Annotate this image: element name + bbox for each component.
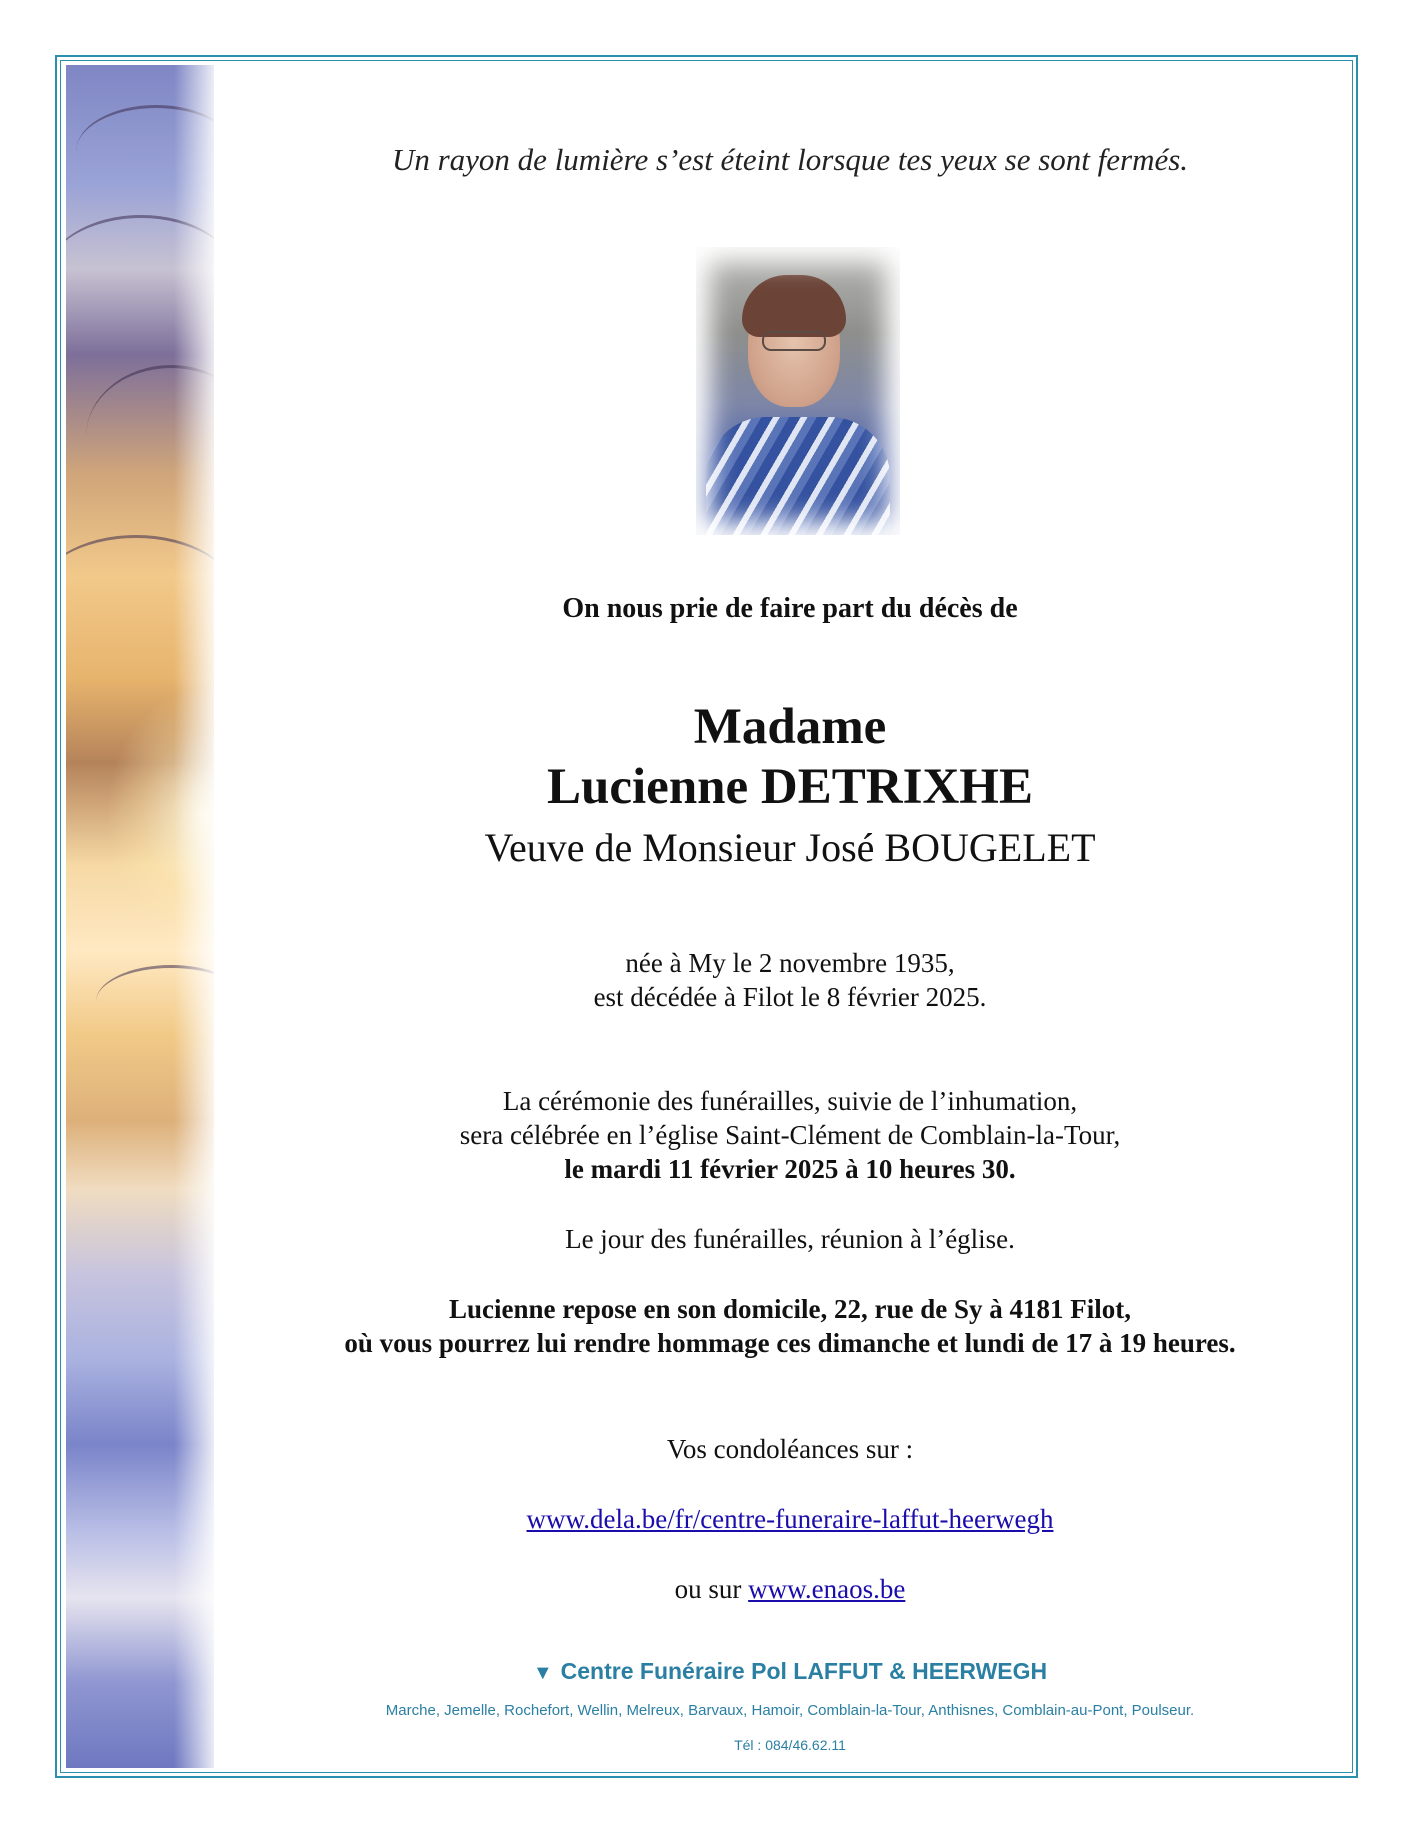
funeral-home-towns: Marche, Jemelle, Rochefort, Wellin, Melreux, Barvaux, Hamoir, Comblain-la-Tour, Anthisnes, Comblain-au-Pont, Poulseur.: [385, 1702, 1195, 1719]
meeting-line: Le jour des funérailles, réunion à l’église.: [565, 1224, 1015, 1254]
funeral-home-name: [260, 1658, 1320, 1685]
condolences-label: Vos condoléances sur :: [666, 1434, 914, 1464]
birth-line: née à My le 2 novembre 1935,: [625, 948, 955, 978]
photo-vignette: [696, 247, 900, 535]
portrait-photo: [696, 247, 900, 535]
ceremony-line-1: La cérémonie des funérailles, suivie de l’inhumation,: [502, 1086, 1078, 1116]
repose-line-1: Lucienne repose en son domicile, 22, rue de Sy à 4181 Filot,: [449, 1294, 1131, 1324]
death-line: est décédée à Filot le 8 février 2025.: [593, 982, 987, 1012]
dela-condolences-link[interactable]: www.dela.be/fr/centre-funeraire-laffut-heerwegh: [526, 1504, 1054, 1534]
ceremony-datetime: le mardi 11 février 2025 à 10 heures 30.: [564, 1154, 1016, 1184]
funeral-home-phone: Tél : 084/46.62.11: [734, 1737, 846, 1753]
repose-line-2: où vous pourrez lui rendre hommage ces dimanche et lundi de 17 à 19 heures.: [344, 1328, 1236, 1358]
funeral-home-label: Centre Funéraire Pol LAFFUT & HEERWEGH: [560, 1658, 1048, 1684]
triangle-down-icon: ▼: [532, 1662, 553, 1684]
alt-condolences-row: [260, 1572, 1320, 1606]
deceased-title: Madame: [693, 699, 887, 755]
announcement-intro: On nous prie de faire part du décès de: [562, 593, 1018, 624]
decorative-winter-sunrise-image: [66, 65, 214, 1768]
strip-fade: [174, 65, 214, 1768]
deceased-name: Lucienne DETRIXHE: [547, 759, 1033, 815]
enaos-link[interactable]: www.enaos.be: [748, 1574, 906, 1604]
condolences-link-row: [260, 1502, 1320, 1536]
memorial-quote: Un rayon de lumière s’est éteint lorsque tes yeux se sont fermés.: [391, 142, 1189, 177]
widow-line: Veuve de Monsieur José BOUGELET: [484, 825, 1096, 870]
alt-link-prefix: ou sur: [674, 1574, 742, 1604]
ceremony-line-2: sera célébrée en l’église Saint-Clément de Comblain-la-Tour,: [459, 1120, 1121, 1150]
